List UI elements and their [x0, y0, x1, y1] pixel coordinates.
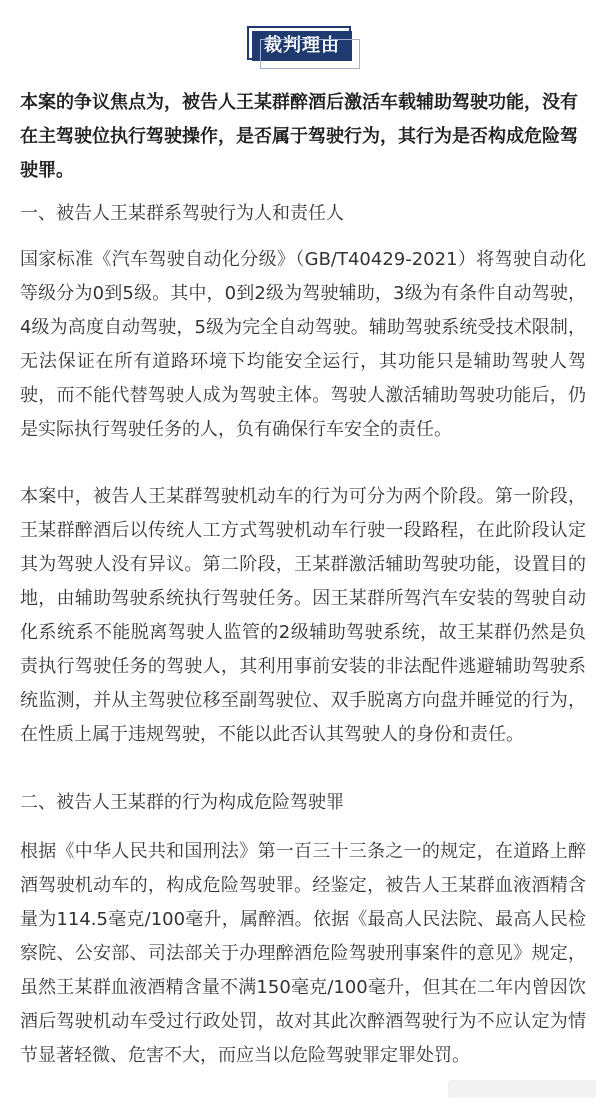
section-heading-1: 一、被告人王某群系驾驶行为人和责任人	[20, 203, 344, 224]
section-1-paragraph-1: 国家标准《汽车驾驶自动化分级》（GB/T40429-2021）将驾驶自动化等级分为0到5级。其中，0到2级为驾驶辅助，3级为有条件自动驾驶，4级为高度自动驾驶，5级为完全自动驾驶。辅助驾驶系统受技术限制，无法保证在所有道路环境下均能安全运行，其功能只是辅助驾驶人驾驶，而不能代替驾驶人成为驾驶主体。驾驶人激活辅助驾驶功能后，仍是实际执行驾驶任务的人，负有确保行车安全的责任。	[20, 249, 586, 440]
section-2-paragraph-1: 根据《中华人民共和国刑法》第一百三十三条之一的规定，在道路上醉酒驾驶机动车的，构成危险驾驶罪。经鉴定，被告人王某群血液酒精含量为114.5毫克/100毫升，属醉酒。依据《最高人民法院、最高人民检察院、公安部、司法部关于办理醉酒危险驾驶刑事案件的意见》规定，虽然王某群血液酒精含量不满150毫克/100毫升，但其在二年内曾因饮酒后驾驶机动车受过行政处罚，故对其此次醉酒驾驶行为不应认定为情节显著轻微、危害不大，而应当以危险驾驶罪定罪处罚。	[20, 841, 586, 1066]
title-wrapper	[0, 31, 604, 61]
watermark	[448, 1080, 596, 1098]
intro-paragraph: 本案的争议焦点为，被告人王某群醉酒后激活车载辅助驾驶功能，没有在主驾驶位执行驾驶操作，是否属于驾驶行为，其行为是否构成危险驾驶罪。	[20, 92, 578, 181]
section-heading-2: 二、被告人王某群的行为构成危险驾驶罪	[20, 792, 344, 813]
section-title-badge: 裁判理由	[252, 31, 352, 61]
section-1-paragraph-2: 本案中，被告人王某群驾驶机动车的行为可分为两个阶段。第一阶段，王某群醉酒后以传统人工方式驾驶机动车行驶一段路程，在此阶段认定其为驾驶人没有异议。第二阶段，王某群激活辅助驾驶功能，设置目的地，由辅助驾驶系统执行驾驶任务。因王某群所驾汽车安装的驾驶自动化系统系不能脱离驾驶人监管的2级辅助驾驶系统，故王某群仍然是负责执行驾驶任务的驾驶人，其利用事前安装的非法配件逃避辅助驾驶系统监测，并从主驾驶位移至副驾驶位、双手脱离方向盘并睡觉的行为，在性质上属于违规驾驶，不能以此否认其驾驶人的身份和责任。	[20, 486, 586, 745]
